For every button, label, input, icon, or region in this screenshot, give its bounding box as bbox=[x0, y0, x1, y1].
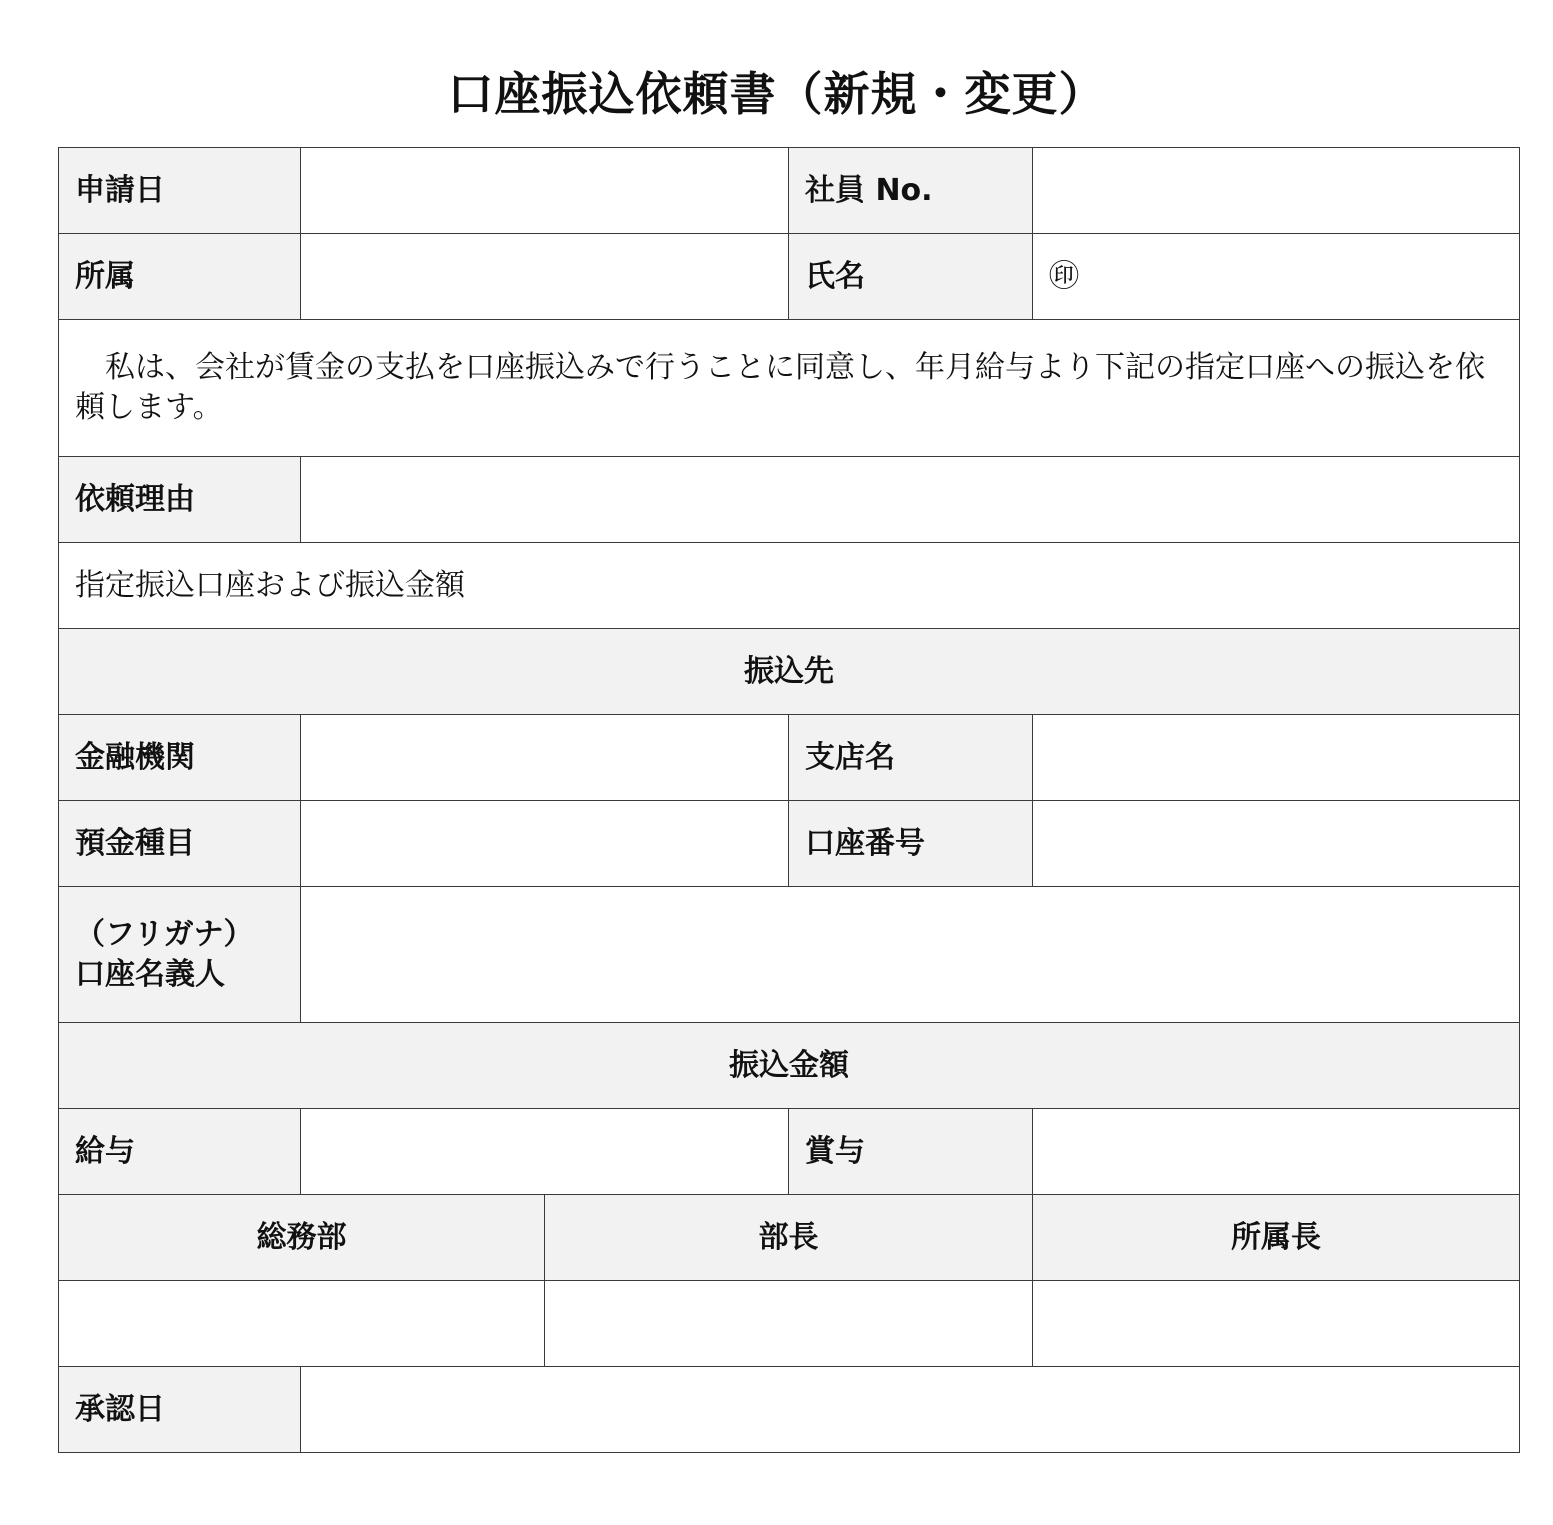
dept-head-stamp-field[interactable] bbox=[1033, 1281, 1520, 1367]
row-department bbox=[59, 234, 1520, 320]
application-date-field[interactable] bbox=[301, 148, 789, 234]
employee-no-label: 社員 No. bbox=[789, 148, 1033, 234]
name-label: 氏名 bbox=[789, 234, 1033, 320]
bank-field[interactable] bbox=[301, 715, 789, 801]
row-application-date bbox=[59, 148, 1520, 234]
row-approval-stamps bbox=[59, 1281, 1520, 1367]
bonus-label: 賞与 bbox=[789, 1109, 1033, 1195]
row-approval-date bbox=[59, 1367, 1520, 1453]
row-salary bbox=[59, 1109, 1520, 1195]
manager-stamp-field[interactable] bbox=[545, 1281, 1033, 1367]
row-approval-header bbox=[59, 1195, 1520, 1281]
transfer-request-form bbox=[58, 147, 1520, 1453]
row-reason bbox=[59, 457, 1520, 543]
account-holder-label-furigana: （フリガナ） bbox=[75, 916, 254, 952]
general-affairs-stamp-field[interactable] bbox=[59, 1281, 545, 1367]
consent-text: 私は、会社が賃金の支払を口座振込みで行うことに同意し、年月給与より下記の指定口座への振込を依頼します。 bbox=[59, 320, 1520, 457]
dept-head-label: 所属長 bbox=[1033, 1195, 1520, 1281]
account-holder-field[interactable] bbox=[301, 887, 1520, 1023]
branch-field[interactable] bbox=[1033, 715, 1520, 801]
account-no-label: 口座番号 bbox=[789, 801, 1033, 887]
salary-label: 給与 bbox=[59, 1109, 301, 1195]
amount-header: 振込金額 bbox=[59, 1023, 1520, 1109]
salary-field[interactable] bbox=[301, 1109, 789, 1195]
bonus-field[interactable] bbox=[1033, 1109, 1520, 1195]
deposit-type-label: 預金種目 bbox=[59, 801, 301, 887]
manager-label: 部長 bbox=[545, 1195, 1033, 1281]
department-label: 所属 bbox=[59, 234, 301, 320]
row-deposit-type bbox=[59, 801, 1520, 887]
name-field[interactable] bbox=[1033, 234, 1520, 320]
row-bank bbox=[59, 715, 1520, 801]
reason-label: 依頼理由 bbox=[59, 457, 301, 543]
reason-field[interactable] bbox=[301, 457, 1520, 543]
row-destination-header bbox=[59, 629, 1520, 715]
row-section-title bbox=[59, 543, 1520, 629]
department-field[interactable] bbox=[301, 234, 789, 320]
approval-date-label: 承認日 bbox=[59, 1367, 301, 1453]
employee-no-field[interactable] bbox=[1033, 148, 1520, 234]
approval-date-field[interactable] bbox=[301, 1367, 1520, 1453]
application-date-label: 申請日 bbox=[59, 148, 301, 234]
row-consent bbox=[59, 320, 1520, 457]
section-title: 指定振込口座および振込金額 bbox=[59, 543, 1520, 629]
seal-mark-icon: ㊞ bbox=[1049, 258, 1079, 294]
deposit-type-field[interactable] bbox=[301, 801, 789, 887]
account-no-field[interactable] bbox=[1033, 801, 1520, 887]
destination-header: 振込先 bbox=[59, 629, 1520, 715]
document-title: 口座振込依頼書（新規・変更） bbox=[447, 67, 1106, 121]
branch-label: 支店名 bbox=[789, 715, 1033, 801]
account-holder-label-name: 口座名義人 bbox=[75, 956, 225, 992]
row-amount-header bbox=[59, 1023, 1520, 1109]
general-affairs-label: 総務部 bbox=[59, 1195, 545, 1281]
row-account-holder bbox=[59, 887, 1520, 1023]
bank-label: 金融機関 bbox=[59, 715, 301, 801]
account-holder-label bbox=[59, 887, 301, 1023]
